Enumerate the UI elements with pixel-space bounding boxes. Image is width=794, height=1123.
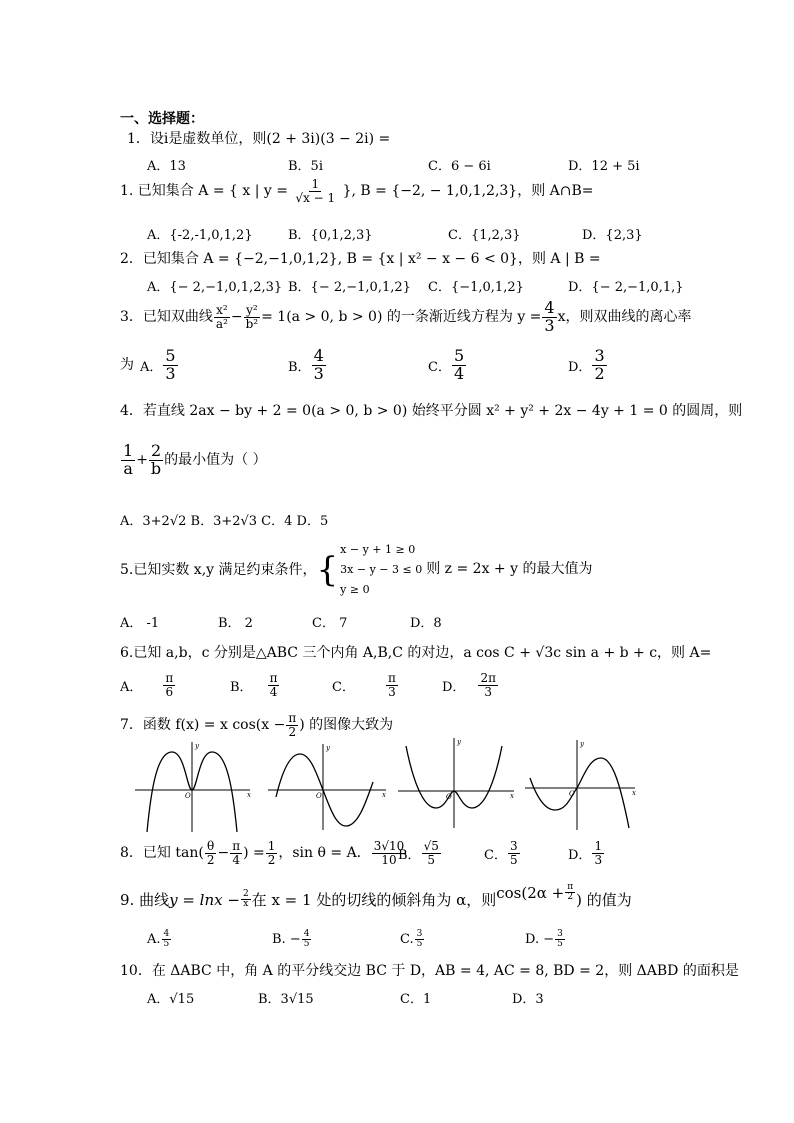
graph-a-x-label: x — [247, 791, 251, 799]
q9-d-num: 3 — [557, 929, 563, 939]
q8-mid: ，sin θ = A． — [278, 845, 371, 862]
q9-b-den: 5 — [303, 939, 310, 950]
q7-frac — [286, 712, 298, 738]
graph-d-x-label: x — [632, 789, 636, 797]
q3-y2: y² — [246, 303, 258, 318]
q8-t2-num: π — [232, 839, 241, 853]
q3-x2: x² — [216, 303, 228, 318]
q3-c-den: 4 — [453, 363, 465, 383]
q8-minus: − — [217, 845, 230, 862]
q5-lead: 5.已知实数 x,y 满足约束条件， — [120, 562, 317, 578]
q9-c-label: C. — [400, 932, 414, 948]
q9-c-den: 2 — [567, 892, 574, 903]
q5-option-a: A． -1 — [120, 616, 160, 631]
q8-option-d — [568, 840, 605, 866]
q8-d-num: 1 — [594, 839, 603, 853]
q7-pi-num: π — [288, 711, 297, 725]
q3-slope — [542, 300, 556, 335]
q5-option-c: C． 7 — [312, 616, 348, 631]
q7-tail: ) 的图像大致为 — [299, 717, 394, 734]
graph-c-origin: O — [446, 793, 452, 801]
q8-eq: ) = — [243, 845, 265, 862]
q9-mid: 在 x = 1 处的切线的倾斜角为 α，则 — [251, 890, 497, 909]
q1a-option-c: C．6 − 6i — [428, 159, 491, 174]
q8-t1-num: θ — [207, 839, 215, 853]
q3-b2: b² — [245, 316, 259, 331]
q6-option-c-label: C． — [332, 679, 355, 695]
q4-plus: + — [136, 452, 148, 469]
q10-option-b: B．3√15 — [258, 992, 314, 1007]
question-4-stem: 4．若直线 2ax − by + 2 = 0(a > 0, b > 0) 始终平分圆 x² + y² + 2x − 4y + 1 = 0 的圆周，则 — [120, 403, 743, 419]
q3-frac-x — [214, 304, 230, 330]
q5-brace: { — [316, 550, 339, 590]
q3-option-d-label: D． — [568, 359, 592, 375]
graph-b-x-label: x — [382, 791, 386, 799]
q1b-option-b: B．{0,1,2,3} — [288, 228, 373, 243]
q1b-set-a-left: A = { x | y = — [198, 183, 288, 200]
q9-curve: y = lnx − — [169, 890, 240, 909]
q9-c-den: 5 — [416, 939, 423, 950]
q1b-option-d: D．{2,3} — [582, 228, 643, 243]
q4-f1-den: a — [123, 458, 133, 478]
q1b-fraction — [293, 178, 337, 204]
q9-cos-frac — [565, 883, 575, 903]
question-2-stem: 2．已知集合 A = {−2,−1,0,1,2}, B = {x | x² − x − 6 < 0}，则 A | B = — [120, 251, 601, 267]
q6-option-b-frac — [268, 672, 280, 698]
q9-f-den: x — [243, 899, 249, 910]
q9-option-a-frac — [162, 930, 172, 950]
q6-option-c — [332, 672, 399, 698]
q8-c-label: C． — [484, 847, 507, 863]
q9-option-b — [272, 930, 312, 950]
graph-a-y-label: y — [195, 742, 199, 750]
q3-option-b-frac — [312, 348, 326, 383]
q8-h-den: 2 — [267, 852, 276, 867]
q8-b-label: B． — [398, 847, 421, 863]
q2-option-c: C．{−1,0,1,2} — [428, 280, 524, 295]
q1b-lead: 1. 已知集合 — [120, 183, 194, 200]
q3-option-c — [428, 348, 467, 383]
q3-a-num: 5 — [165, 346, 176, 365]
q3-slope-den: 3 — [544, 315, 555, 335]
q6-a-num: π — [165, 671, 174, 685]
q6-option-a-frac — [163, 672, 175, 698]
q8-frac-pi — [230, 840, 242, 866]
q3-option-c-label: C． — [428, 359, 451, 375]
q8-option-c-frac — [508, 840, 520, 866]
question-6-stem: 6.已知 a,b，c 分别是△ABC 三个内角 A,B,C 的对边，a cos C + √3c sin a + b + c，则 A= — [120, 645, 712, 661]
q6-a-den: 6 — [165, 684, 174, 699]
q6-d-den: 3 — [484, 684, 493, 699]
q8-t1-den: 2 — [206, 852, 215, 867]
q8-b-num: √5 — [423, 839, 439, 853]
q6-option-a — [120, 672, 176, 698]
q9-option-c — [400, 930, 425, 950]
q3-minus: − — [230, 309, 243, 326]
q5-tail: 则 z = 2x + y 的最大值为 — [426, 561, 593, 577]
q8-d-label: D． — [568, 847, 592, 863]
q6-option-d — [442, 672, 499, 698]
q8-h-num: 1 — [267, 839, 276, 853]
q8-c-num: 3 — [509, 839, 518, 853]
q3-wei: 为 — [120, 357, 134, 373]
q6-option-a-label: A． — [120, 679, 143, 695]
q9-lead: 9. 曲线 — [120, 890, 170, 909]
question-1a-stem: 1．设i是虚数单位，则(2 + 3i)(3 − 2i) = — [127, 131, 391, 147]
q5-constraints — [340, 540, 422, 600]
q10-option-c: C．1 — [400, 992, 432, 1007]
q9-option-b-frac — [302, 930, 312, 950]
q8-a-num: 3√10 — [373, 839, 405, 853]
q8-option-b — [398, 840, 442, 866]
q10-option-a: A．√15 — [147, 992, 195, 1007]
q7-lead: 7．函数 f(x) = x cos(x − — [120, 717, 286, 734]
q9-option-d — [525, 930, 566, 950]
graph-a — [135, 740, 255, 835]
q3-option-a-frac — [163, 348, 177, 383]
q4-f2-den: b — [150, 458, 162, 478]
graph-d-y-label: y — [580, 740, 584, 748]
q2-option-b: B．{− 2,−1,0,1,2} — [288, 280, 411, 295]
q8-option-b-frac — [422, 840, 441, 866]
q3-slope-num: 4 — [544, 298, 555, 317]
q3-d-num: 3 — [594, 346, 605, 365]
q6-b-den: 4 — [269, 684, 278, 699]
q8-option-c — [484, 840, 521, 866]
graph-c-y-label: y — [457, 738, 461, 746]
q6-option-b-label: B． — [230, 679, 253, 695]
q9-b-num: 4 — [303, 929, 310, 939]
q9-cos-expr: cos(2α + — [496, 883, 565, 902]
q6-c-den: 3 — [388, 684, 396, 699]
q3-b-den: 3 — [313, 363, 324, 383]
q10-option-d: D．3 — [512, 992, 544, 1007]
q4-frac-2 — [149, 443, 163, 478]
q1a-option-a: A．13 — [147, 159, 186, 174]
q3-c-num: 5 — [453, 346, 465, 365]
q1a-option-d: D．12 + 5i — [568, 159, 640, 174]
question-8-stem — [120, 840, 407, 866]
q8-a-den: 10 — [381, 852, 397, 867]
q1b-option-c: C．{1,2,3} — [448, 228, 521, 243]
q9-c-num: π — [567, 882, 574, 892]
graph-b-y-label: y — [326, 744, 330, 752]
q2-option-a: A．{− 2,−1,0,1,2,3} — [147, 280, 283, 295]
q3-a-den: 3 — [165, 363, 176, 383]
q9-option-a — [147, 930, 172, 950]
q3-option-d-frac — [592, 348, 606, 383]
q3-option-b — [288, 348, 327, 383]
q9-frac — [241, 890, 251, 910]
q3-b-num: 4 — [313, 346, 324, 365]
graph-c-x-label: x — [510, 792, 514, 800]
q3-option-a-label: A． — [140, 359, 163, 375]
question-9-stem — [120, 882, 632, 910]
q5-option-d: D．8 — [410, 616, 442, 631]
q1a-option-b: B．5i — [288, 159, 323, 174]
q5-constraint-2: 3x − y − 3 ≤ 0 — [340, 563, 423, 576]
q4-tail: 的最小值为（ ） — [164, 452, 267, 469]
q6-d-num: 2π — [480, 671, 496, 685]
q3-option-d — [568, 348, 608, 383]
q8-lead: 8．已知 tan( — [120, 845, 204, 862]
question-3-stem — [120, 300, 692, 335]
q3-eq-mid: = 1(a > 0, b > 0) 的一条渐近线方程为 y = — [261, 309, 542, 326]
q3-lead: 3．已知双曲线 — [120, 309, 213, 326]
q8-t2-den: 4 — [232, 852, 240, 867]
q4-frac-1 — [121, 443, 135, 478]
section-title: 一、选择题： — [120, 111, 204, 127]
q2-option-d: D．{− 2,−1,0,1,} — [568, 280, 684, 295]
q1b-set-a-right: }, B = {−2, − 1,0,1,2,3}，则 A∩B= — [342, 183, 594, 200]
q6-c-num: π — [387, 671, 396, 685]
graph-d-curve — [530, 758, 629, 828]
q6-b-num: π — [269, 671, 278, 685]
q6-option-c-frac — [386, 672, 398, 698]
q5-constraint-1: x − y + 1 ≥ 0 — [340, 543, 416, 556]
question-5-stem — [120, 540, 592, 600]
graph-a-origin: O — [185, 792, 191, 800]
q3-option-a — [140, 348, 179, 383]
q4-expression — [120, 443, 267, 478]
q1b-frac-num: 1 — [311, 177, 320, 191]
q9-d-den: 5 — [557, 939, 563, 950]
question-10-stem: 10．在 ΔABC 中，角 A 的平分线交边 BC 于 D，AB = 4, AC = 8, BD = 2，则 ΔABD 的面积是 — [120, 963, 739, 979]
q3-a2: a² — [215, 316, 228, 331]
q3-eq-end: x，则双曲线的离心率 — [557, 309, 692, 326]
q4-options: A．3+2√2 B．3+2√3 C．4 D．5 — [120, 514, 329, 529]
q9-b-label: B. − — [272, 932, 301, 948]
q9-a-den: 5 — [163, 939, 170, 950]
q8-frac-half — [266, 840, 278, 866]
graph-d-origin: O — [569, 790, 575, 798]
q3-d-den: 2 — [594, 363, 605, 383]
q3-option-c-frac — [452, 348, 466, 383]
q5-constraint-3: y ≥ 0 — [340, 583, 370, 596]
q9-f-num: 2 — [242, 889, 249, 899]
q1b-frac-den: √x − 1 — [295, 190, 336, 205]
graph-d — [525, 738, 640, 833]
q8-c-den: 5 — [509, 852, 518, 867]
q6-option-d-frac — [478, 672, 498, 698]
q8-b-den: 5 — [427, 852, 436, 867]
q9-d-label: D. − — [525, 932, 555, 948]
q8-frac-theta — [205, 840, 217, 866]
q9-option-c-frac — [415, 930, 425, 950]
question-7-stem — [120, 712, 393, 738]
graph-b-origin: O — [316, 792, 322, 800]
q9-c-num: 3 — [416, 929, 423, 939]
q4-f2-num: 2 — [150, 441, 162, 460]
q9-a-num: 4 — [163, 929, 170, 939]
q9-option-d-frac — [555, 930, 565, 950]
graph-c — [398, 736, 518, 831]
graph-b — [268, 742, 388, 832]
q1b-option-a: A．{-2,-1,0,1,2} — [147, 228, 253, 243]
q3-option-b-label: B． — [288, 359, 311, 375]
q9-a-label: A. — [147, 932, 161, 948]
q8-d-den: 3 — [594, 852, 603, 867]
q5-option-b: B． 2 — [218, 616, 253, 631]
q9-tail: ) 的值为 — [576, 890, 632, 909]
q6-option-d-label: D． — [442, 679, 466, 695]
question-1b-stem — [120, 178, 594, 204]
q8-option-d-frac — [592, 840, 604, 866]
q3-frac-y — [244, 304, 261, 330]
q6-option-b — [230, 672, 280, 698]
q7-pi-den: 2 — [288, 724, 297, 739]
q4-f1-num: 1 — [123, 441, 134, 460]
